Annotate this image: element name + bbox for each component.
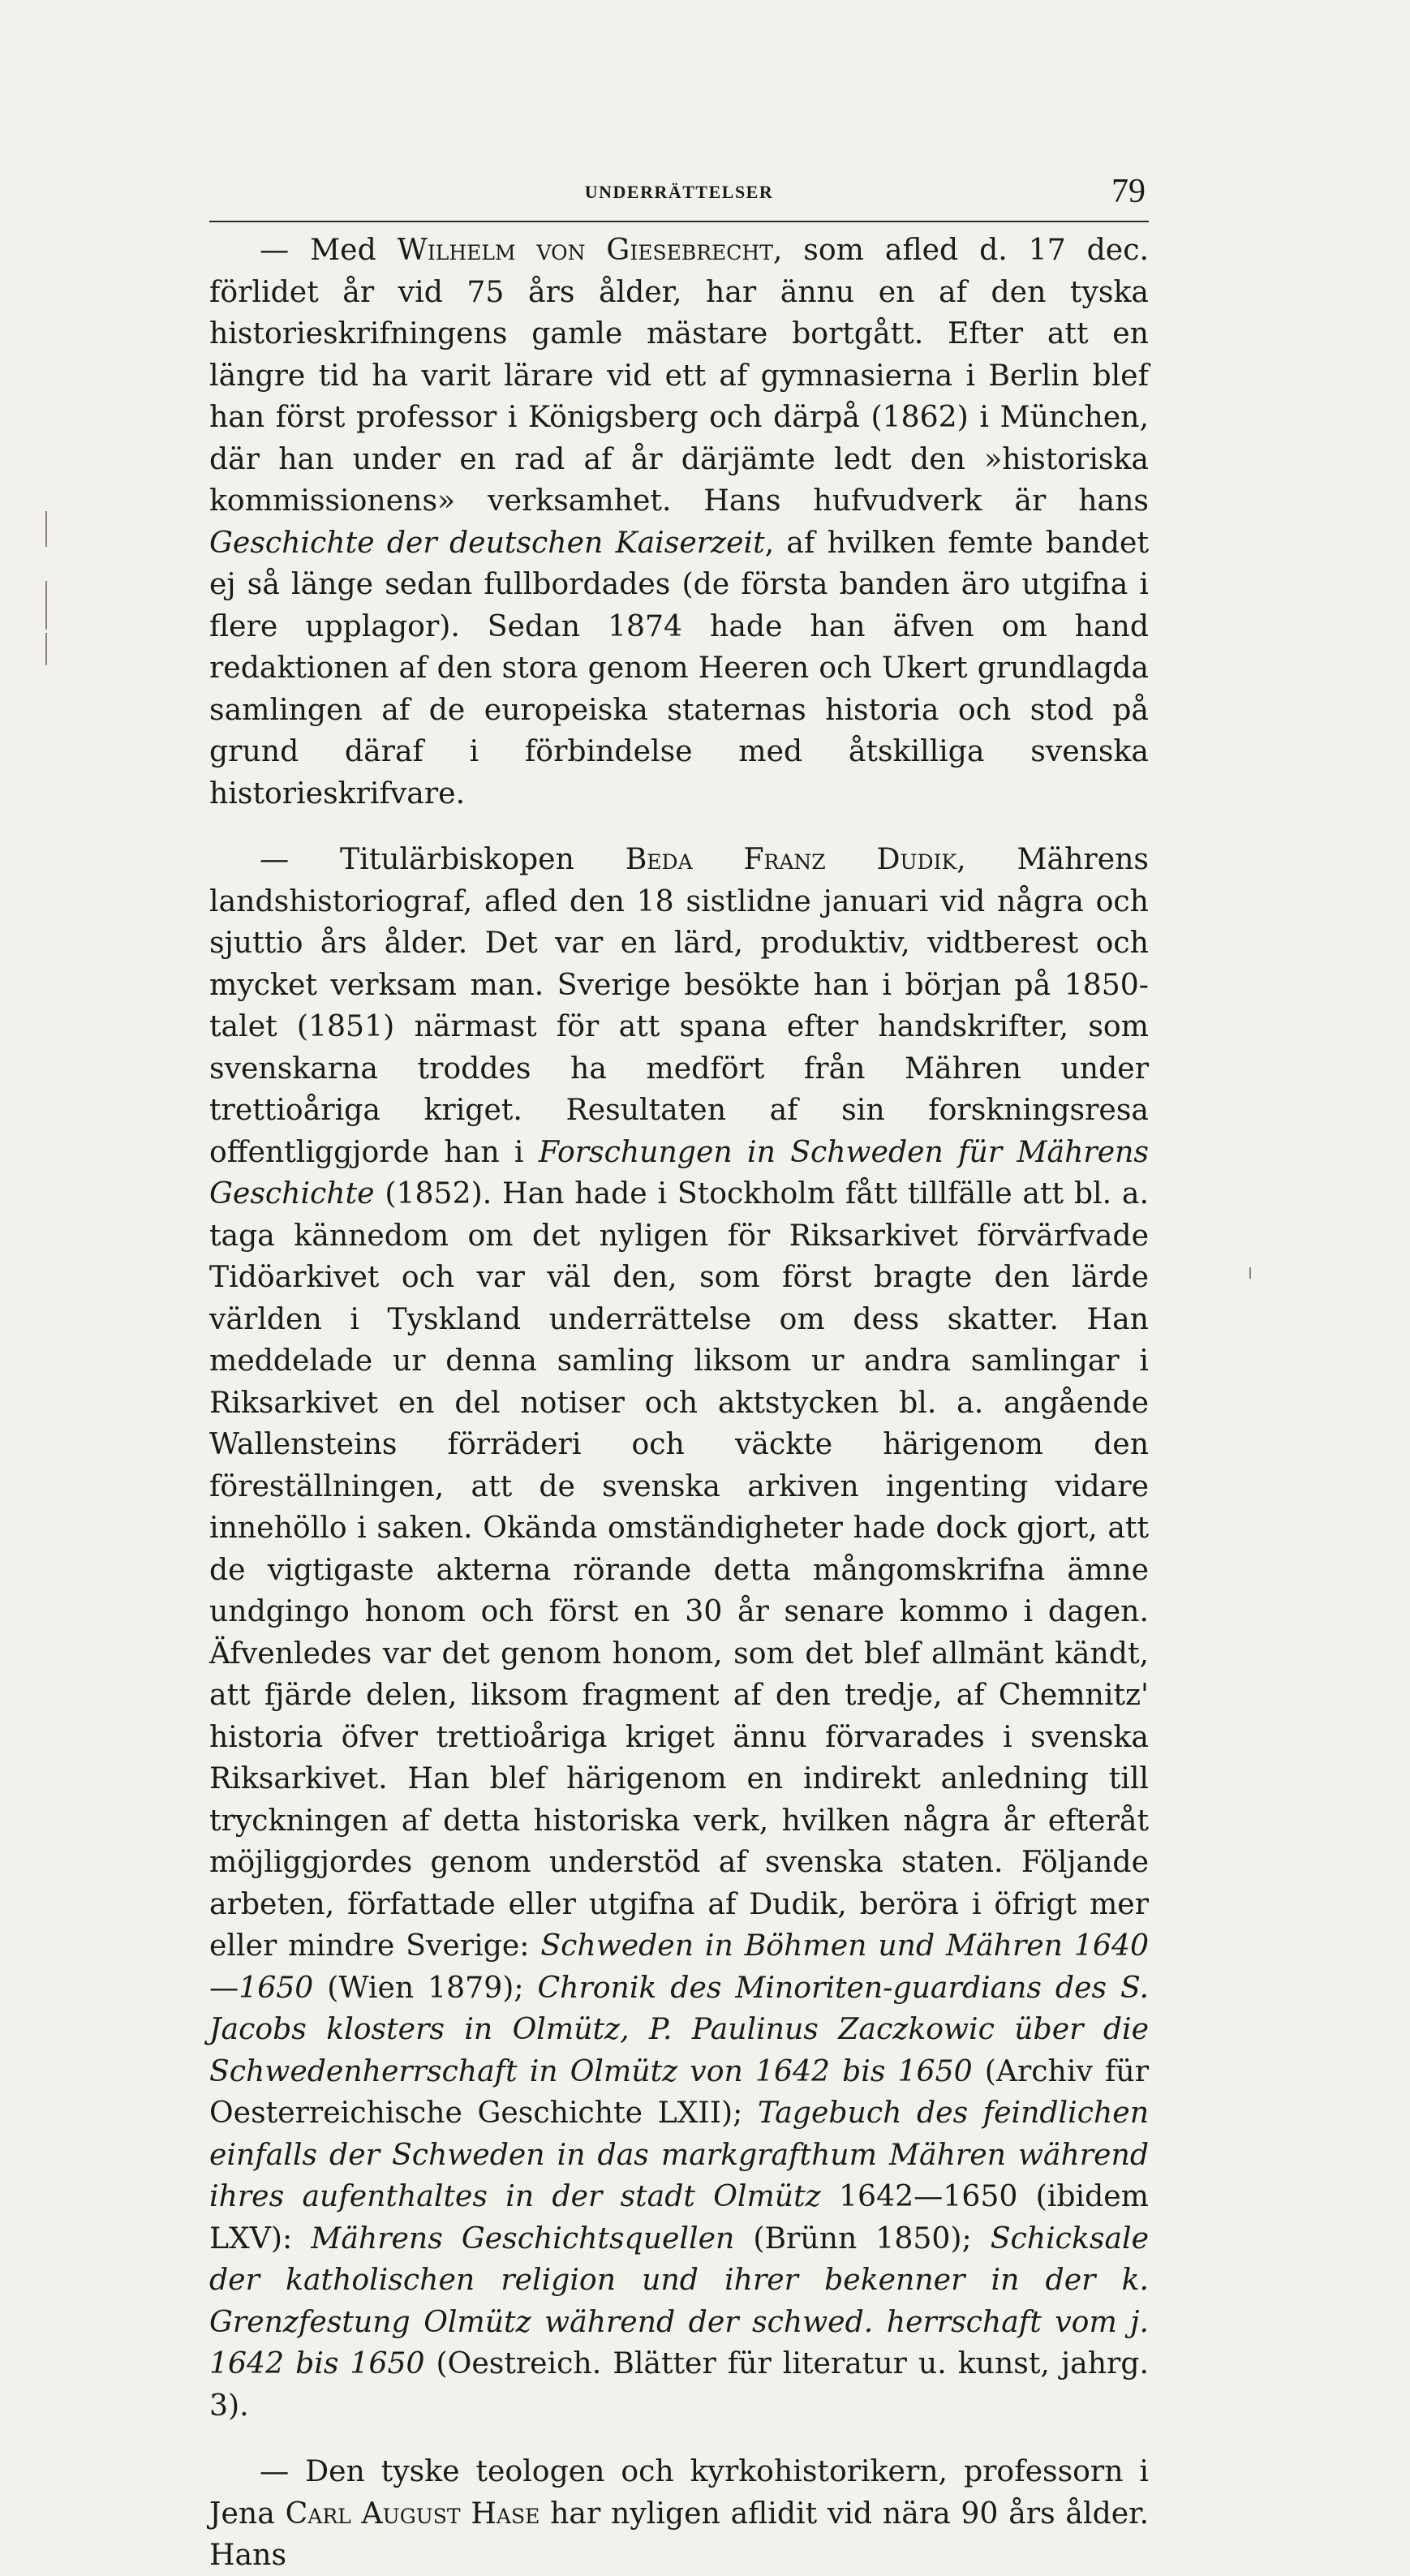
person-name: Carl August Hase <box>285 2495 540 2531</box>
text-run: (Archiv für Oesterreichische Geschichte LXII); <box>209 2053 1149 2130</box>
work-title: Schweden in Böhmen und Mähren 1640—1650 <box>209 1928 1149 2005</box>
text-run: , Mährens landshistoriograf, afled den 18 sistlidne januari vid några och sjuttio års ålder. Det var en lärd, produktiv, vidtberest och mycket verksam man. Sverige besökte han i början på 1850-talet (1851) närmast för att spana efter handskrifter, som svenskarna troddes ha medfört från Mähren under trettioåriga kriget. Resultaten af sin forskningsresa offentliggjorde han i <box>209 841 1149 1169</box>
text-run: — Den tyske teologen och kyrkohistorikern, professorn i Jena <box>209 2453 1149 2531</box>
work-title: Forschungen in Schweden für Mährens Geschichte <box>209 1133 1149 1211</box>
text-run: (Brünn 1850); <box>734 2220 991 2256</box>
work-title: Schicksale der katholischen religion und ihrer bekenner in der k. Grenzfestung Olmütz während der schwed. herrschaft vom j. 1642 bis 1650 <box>209 2220 1150 2380</box>
text-run: har nyligen aflidit vid nära 90 års ålder. Hans <box>209 2495 1149 2572</box>
work-title: Geschichte der deutschen Kaiserzeit <box>209 524 765 560</box>
text-run: (1852). Han hade i Stockholm fått tillfälle att bl. a. taga kännedom om det nyligen för Riksarkivet förvärfvade Tidöarkivet och var väl den, som först bragte den lärde världen i Tyskland underrättelse om dess skatter. Han meddelade ur denna samling liksom ur andra samlingar i Riksarkivet en del notiser och aktstycken bl. a. angående Wallensteins förräderi och väckte härigenom den föreställningen, att de svenska arkiven ingenting vidare innehöllo i saken. Okända omständigheter hade dock gjort, att de vigtigaste akterna rörande detta mångomskrifna ämne undgingo honom och först en 30 år senare kommo i dagen. Äfvenledes var det genom honom, som det blef allmänt kändt, att fjärde delen, liksom fragment af den tredje, af Chemnitz' historia öfver trettioåriga kriget ännu förvarades i svenska Riksarkivet. Han blef härigenom en indirekt anledning till tryckningen af detta historiska verk, hvilken några år efteråt möjliggjordes genom understöd af svenska staten. Följande arbeten, författade eller utgifna af Dudik, beröra i öfrigt mer eller mindre Sverige: <box>209 1176 1149 1963</box>
person-name: Wilhelm von Giesebrecht <box>397 232 773 267</box>
text-run: 1642—1650 (ibidem LXV): <box>209 2178 1149 2256</box>
text-run: , af hvilken femte bandet ej så länge sedan fullbordades (de första banden äro utgifna i flere upplagor). Sedan 1874 hade han äfven om hand redaktionen af den stora genom Heeren och Ukert grundlagda samlingen af de europeiska staternas historia och stod på grund däraf i förbindelse med åtskilliga svenska historieskrifvare. <box>209 524 1150 811</box>
body-text <box>209 229 1149 2576</box>
text-run: (Oestreich. Blätter für literatur u. kunst, jahrg. 3). <box>209 2346 1149 2423</box>
running-head: UNDERRÄTTELSER <box>584 182 774 202</box>
text-run: — Med <box>260 232 398 267</box>
person-name: Beda Franz Dudik <box>625 841 957 876</box>
text-run: (Wien 1879); <box>313 1969 538 2005</box>
text-run: , som afled d. 17 dec. förlidet år vid 75 års ålder, har ännu en af den tyska historieskrifningens gamle mästare bortgått. Efter att en längre tid ha varit lärare vid ett af gymnasierna i Berlin blef han först professor i Königsberg och därpå (1862) i München, där han under en rad af år därjämte ledt den »historiska kommissionens» verksamhet. Hans hufvudverk är hans <box>209 232 1149 518</box>
page-header <box>209 172 1149 222</box>
scan-mark <box>45 581 47 630</box>
text-run: — Titulärbiskopen <box>260 841 625 876</box>
paragraph-dudik <box>209 838 1149 2426</box>
work-title: Tagebuch des feindlichen einfalls der Schweden in das markgrafthum Mähren während ihres aufenthaltes in der stadt Olmütz <box>209 2095 1150 2213</box>
scan-mark <box>1249 1267 1251 1279</box>
paragraph-hase <box>209 2450 1149 2576</box>
work-title: Chronik des Minoriten-guardians des S. Jacobs klosters in Olmütz, P. Paulinus Zaczkowic über die Schwedenherrschaft in Olmütz von 1642 bis 1650 <box>209 1969 1149 2088</box>
page-number: 79 <box>1111 173 1146 210</box>
paragraph-giesebrecht <box>209 229 1149 814</box>
work-title: Mährens Geschichtsquellen <box>311 2220 735 2256</box>
scan-mark <box>45 633 47 665</box>
scan-mark <box>45 511 47 547</box>
